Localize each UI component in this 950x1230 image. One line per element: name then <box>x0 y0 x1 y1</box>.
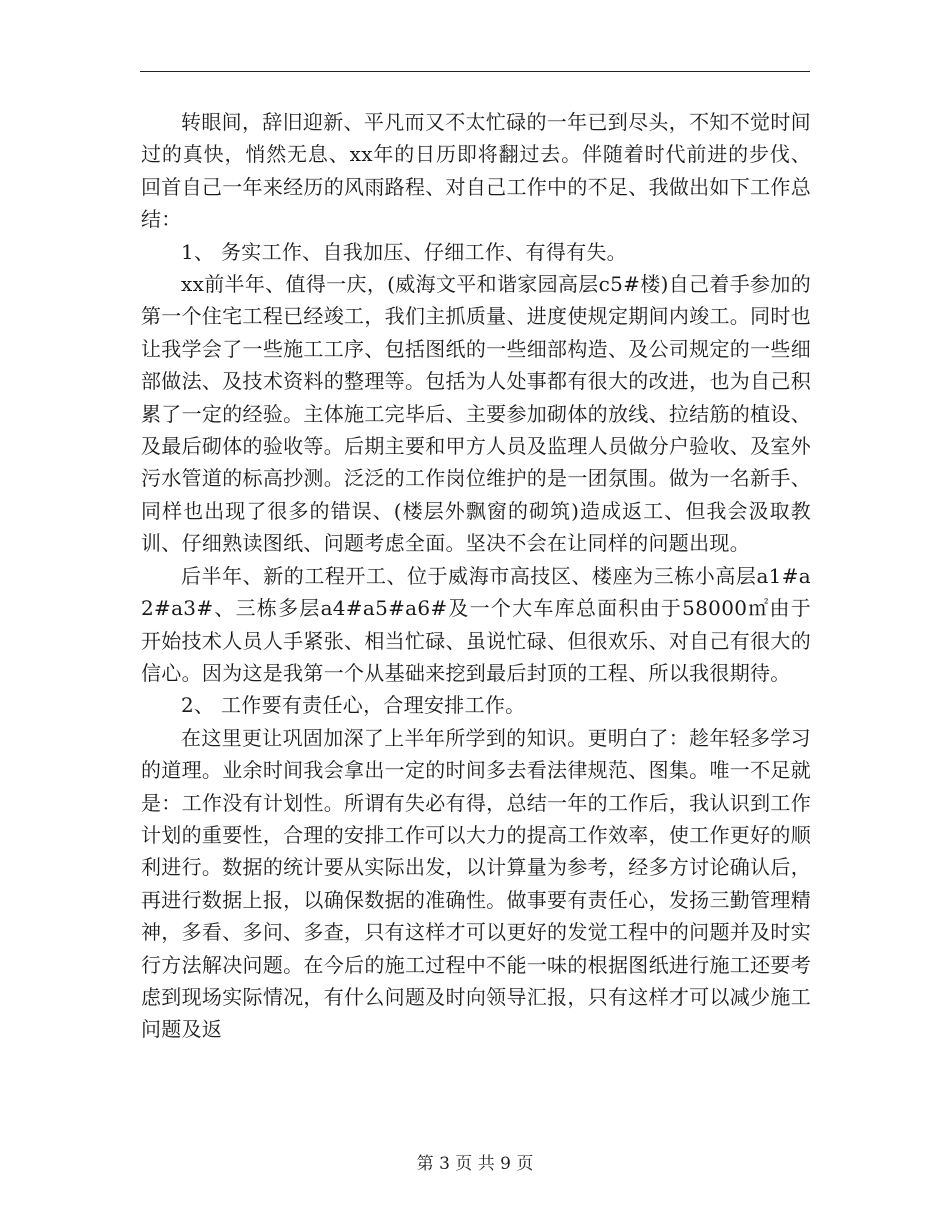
section-heading-1: 1、 务实工作、自我加压、仔细工作、有得有失。 <box>181 239 627 264</box>
header-rule <box>140 71 810 72</box>
section-heading-2: 2、 工作要有责任心，合理安排工作。 <box>181 693 526 718</box>
paragraph-intro: 转眼间，辞旧迎新、平凡而又不太忙碌的一年已到尽头，不知不觉时间过的真快，悄然无息、xx年的日历即将翻过去。伴随着时代前进的步伐、回首自己一年来经历的风雨路程、对自己工作中的不足、我做出如下工作总结： <box>141 110 811 232</box>
paragraph-first-half-year: xx前半年、值得一庆，(威海文平和谐家园高层c5#楼)自己着手参加的第一个住宅工程已经竣工，我们主抓质量、进度使规定期间内竣工。同时也让我学会了一些施工工序、包括图纸的一些细部构造、及公司规定的一些细部做法、及技术资料的整理等。包括为人处事都有很大的改进，也为自己积累了一定的经验。主体施工完毕后、主要参加砌体的放线、拉结筋的植设、及最后砌体的验收等。后期主要和甲方人员及监理人员做分户验收、及室外污水管道的标高抄测。泛泛的工作岗位维护的是一团氛围。做为一名新手、同样也出现了很多的错误、(楼层外飘窗的砌筑)造成返工、但我会汲取教训、仔细熟读图纸、问题考虑全面。坚决不会在让同样的问题出现。 <box>141 272 811 556</box>
paragraph-responsibility: 在这里更让巩固加深了上半年所学到的知识。更明白了：趁年轻多学习的道理。业余时间我会拿出一定的时间多去看法律规范、图集。唯一不足就是：工作没有计划性。所谓有失必有得，总结一年的工作后，我认识到工作计划的重要性，合理的安排工作可以大力的提高工作效率，使工作更好的顺利进行。数据的统计要从实际出发，以计算量为参考，经多方讨论确认后，再进行数据上报，以确保数据的准确性。做事要有责任心，发扬三勤管理精神，多看、多问、多查，只有这样才可以更好的发觉工程中的问题并及时实行方法解决问题。在今后的施工过程中不能一味的根据图纸进行施工还要考虑到现场实际情况，有什么问题及时向领导汇报，只有这样才可以减少施工问题及返 <box>141 725 811 1042</box>
paragraph-second-half-year: 后半年、新的工程开工、位于威海市高技区、楼座为三栋小高层a1#a2#a3#、三栋多层a4#a5#a6#及一个大车库总面积由于58000㎡由于开始技术人员人手紧张、相当忙碌、虽说忙碌、但很欢乐、对自己有很大的信心。因为这是我第一个从基础来挖到最后封顶的工程、所以我很期待。 <box>141 563 811 685</box>
document-body <box>141 106 811 1046</box>
page-number-footer: 第 3 页 共 9 页 <box>416 1154 534 1174</box>
